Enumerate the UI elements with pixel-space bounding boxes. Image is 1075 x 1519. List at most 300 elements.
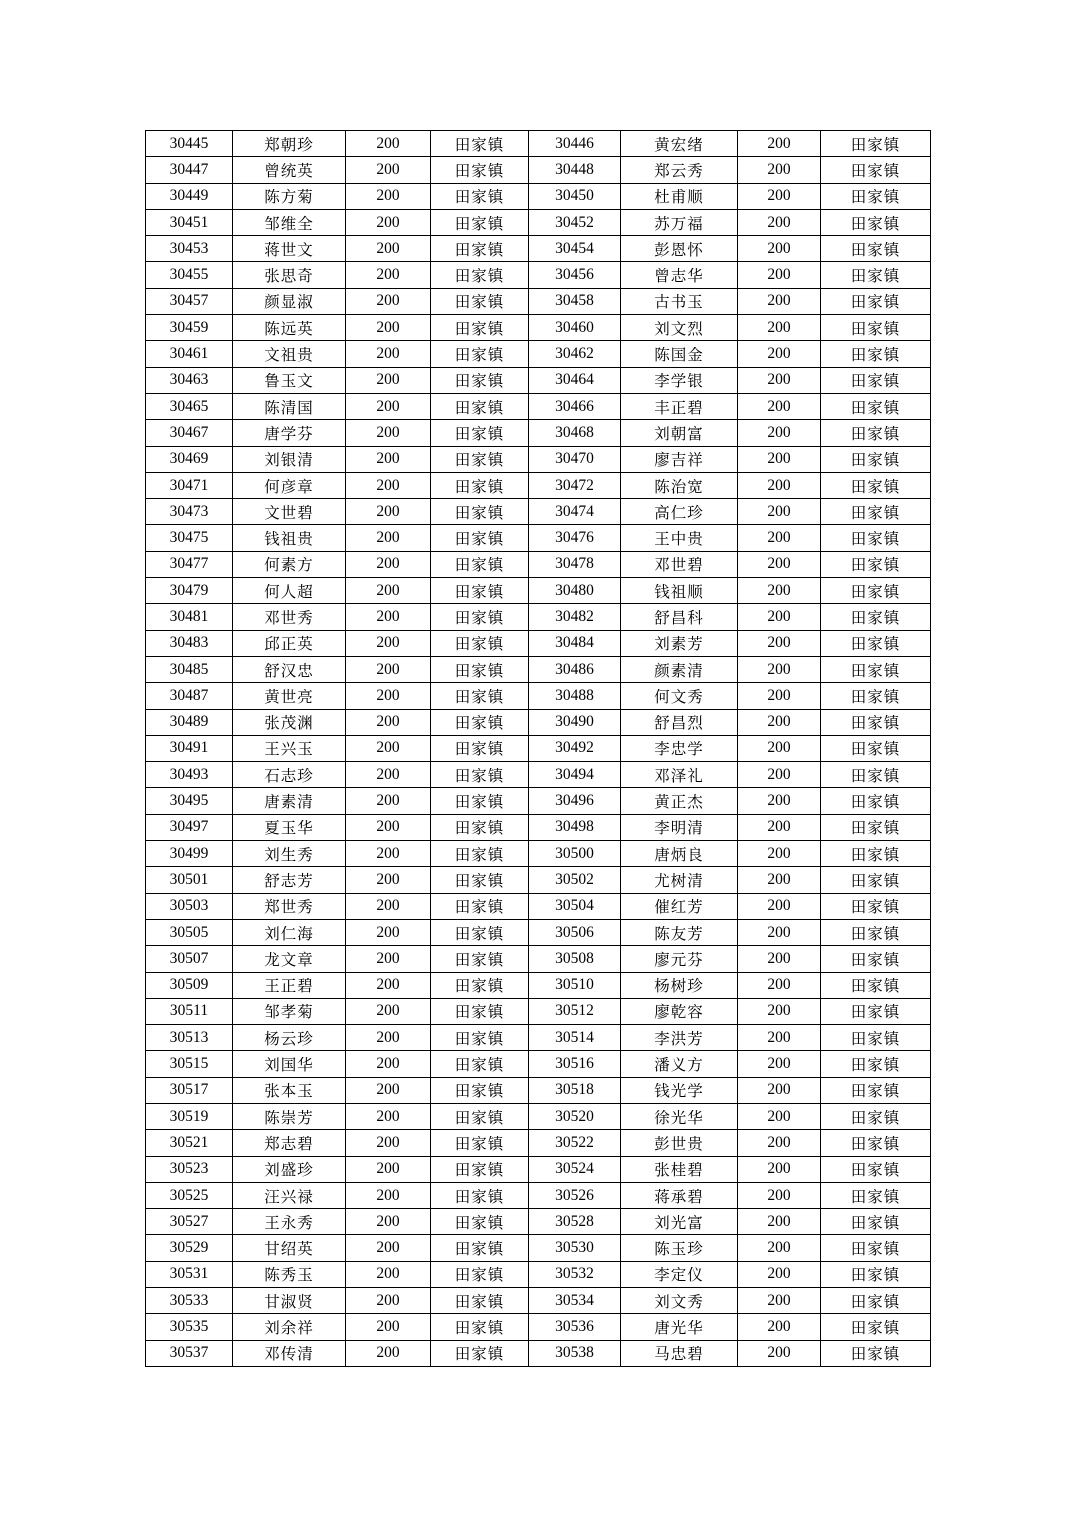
town-cell: 田家镇 — [431, 1261, 529, 1287]
table-row — [146, 315, 931, 341]
name-cell: 黄宏绪 — [621, 131, 738, 157]
id-cell: 30483 — [146, 630, 233, 656]
town-cell: 田家镇 — [431, 367, 529, 393]
amount-cell: 200 — [738, 893, 821, 919]
town-cell: 田家镇 — [821, 288, 931, 314]
town-cell: 田家镇 — [821, 1209, 931, 1235]
name-cell: 唐光华 — [621, 1314, 738, 1340]
amount-cell: 200 — [346, 446, 431, 472]
town-cell: 田家镇 — [821, 893, 931, 919]
id-cell: 30475 — [146, 525, 233, 551]
id-cell: 30503 — [146, 893, 233, 919]
town-cell: 田家镇 — [821, 709, 931, 735]
id-cell: 30530 — [529, 1235, 621, 1261]
name-cell: 王永秀 — [233, 1209, 346, 1235]
town-cell: 田家镇 — [821, 1235, 931, 1261]
name-cell: 龙文章 — [233, 946, 346, 972]
id-cell: 30514 — [529, 1025, 621, 1051]
town-cell: 田家镇 — [431, 209, 529, 235]
id-cell: 30513 — [146, 1025, 233, 1051]
amount-cell: 200 — [738, 367, 821, 393]
table-row — [146, 262, 931, 288]
amount-cell: 200 — [346, 578, 431, 604]
town-cell: 田家镇 — [821, 919, 931, 945]
table-row — [146, 472, 931, 498]
amount-cell: 200 — [738, 209, 821, 235]
name-cell: 邓世碧 — [621, 551, 738, 577]
amount-cell: 200 — [346, 525, 431, 551]
town-cell: 田家镇 — [821, 946, 931, 972]
town-cell: 田家镇 — [431, 288, 529, 314]
town-cell: 田家镇 — [431, 788, 529, 814]
name-cell: 廖吉祥 — [621, 446, 738, 472]
town-cell: 田家镇 — [431, 1235, 529, 1261]
name-cell: 刘文秀 — [621, 1288, 738, 1314]
table-row — [146, 683, 931, 709]
name-cell: 陈方菊 — [233, 183, 346, 209]
id-cell: 30462 — [529, 341, 621, 367]
town-cell: 田家镇 — [431, 1077, 529, 1103]
id-cell: 30447 — [146, 157, 233, 183]
amount-cell: 200 — [346, 841, 431, 867]
id-cell: 30453 — [146, 236, 233, 262]
town-cell: 田家镇 — [821, 1077, 931, 1103]
name-cell: 舒昌科 — [621, 604, 738, 630]
amount-cell: 200 — [346, 1103, 431, 1129]
amount-cell: 200 — [346, 341, 431, 367]
town-cell: 田家镇 — [821, 1103, 931, 1129]
town-cell: 田家镇 — [821, 1261, 931, 1287]
roster-table-body — [146, 131, 931, 1367]
amount-cell: 200 — [346, 1288, 431, 1314]
id-cell: 30516 — [529, 1051, 621, 1077]
id-cell: 30472 — [529, 472, 621, 498]
amount-cell: 200 — [738, 762, 821, 788]
id-cell: 30458 — [529, 288, 621, 314]
town-cell: 田家镇 — [431, 735, 529, 761]
name-cell: 陈远英 — [233, 315, 346, 341]
name-cell: 李明清 — [621, 814, 738, 840]
name-cell: 蒋承碧 — [621, 1182, 738, 1208]
name-cell: 陈国金 — [621, 341, 738, 367]
id-cell: 30494 — [529, 762, 621, 788]
id-cell: 30480 — [529, 578, 621, 604]
name-cell: 李洪芳 — [621, 1025, 738, 1051]
amount-cell: 200 — [346, 709, 431, 735]
amount-cell: 200 — [738, 1340, 821, 1366]
town-cell: 田家镇 — [821, 367, 931, 393]
table-row — [146, 1051, 931, 1077]
town-cell: 田家镇 — [821, 472, 931, 498]
town-cell: 田家镇 — [431, 1103, 529, 1129]
id-cell: 30522 — [529, 1130, 621, 1156]
town-cell: 田家镇 — [431, 131, 529, 157]
amount-cell: 200 — [346, 367, 431, 393]
amount-cell: 200 — [346, 262, 431, 288]
table-row — [146, 656, 931, 682]
amount-cell: 200 — [738, 946, 821, 972]
town-cell: 田家镇 — [821, 131, 931, 157]
name-cell: 刘朝富 — [621, 420, 738, 446]
id-cell: 30507 — [146, 946, 233, 972]
id-cell: 30517 — [146, 1077, 233, 1103]
id-cell: 30525 — [146, 1182, 233, 1208]
id-cell: 30464 — [529, 367, 621, 393]
id-cell: 30463 — [146, 367, 233, 393]
amount-cell: 200 — [346, 1130, 431, 1156]
amount-cell: 200 — [346, 1182, 431, 1208]
table-row — [146, 393, 931, 419]
name-cell: 苏万福 — [621, 209, 738, 235]
name-cell: 郑朝珍 — [233, 131, 346, 157]
id-cell: 30456 — [529, 262, 621, 288]
name-cell: 唐炳良 — [621, 841, 738, 867]
town-cell: 田家镇 — [821, 209, 931, 235]
roster-table — [145, 130, 931, 1367]
id-cell: 30489 — [146, 709, 233, 735]
name-cell: 郑云秀 — [621, 157, 738, 183]
amount-cell: 200 — [738, 972, 821, 998]
amount-cell: 200 — [738, 683, 821, 709]
table-row — [146, 1209, 931, 1235]
id-cell: 30449 — [146, 183, 233, 209]
amount-cell: 200 — [346, 1340, 431, 1366]
town-cell: 田家镇 — [821, 446, 931, 472]
id-cell: 30454 — [529, 236, 621, 262]
id-cell: 30455 — [146, 262, 233, 288]
amount-cell: 200 — [346, 1156, 431, 1182]
table-row — [146, 1314, 931, 1340]
town-cell: 田家镇 — [821, 236, 931, 262]
name-cell: 舒志芳 — [233, 867, 346, 893]
town-cell: 田家镇 — [431, 919, 529, 945]
town-cell: 田家镇 — [821, 788, 931, 814]
town-cell: 田家镇 — [431, 472, 529, 498]
amount-cell: 200 — [346, 998, 431, 1024]
amount-cell: 200 — [738, 709, 821, 735]
id-cell: 30521 — [146, 1130, 233, 1156]
amount-cell: 200 — [346, 288, 431, 314]
table-row — [146, 1340, 931, 1366]
amount-cell: 200 — [738, 998, 821, 1024]
amount-cell: 200 — [738, 604, 821, 630]
amount-cell: 200 — [346, 893, 431, 919]
name-cell: 舒汉忠 — [233, 656, 346, 682]
id-cell: 30509 — [146, 972, 233, 998]
name-cell: 刘光富 — [621, 1209, 738, 1235]
name-cell: 陈治宽 — [621, 472, 738, 498]
id-cell: 30538 — [529, 1340, 621, 1366]
id-cell: 30487 — [146, 683, 233, 709]
amount-cell: 200 — [738, 472, 821, 498]
id-cell: 30457 — [146, 288, 233, 314]
town-cell: 田家镇 — [431, 551, 529, 577]
town-cell: 田家镇 — [431, 578, 529, 604]
amount-cell: 200 — [738, 551, 821, 577]
table-row — [146, 367, 931, 393]
amount-cell: 200 — [346, 735, 431, 761]
amount-cell: 200 — [346, 1235, 431, 1261]
amount-cell: 200 — [346, 867, 431, 893]
table-row — [146, 1235, 931, 1261]
name-cell: 刘素芳 — [621, 630, 738, 656]
id-cell: 30468 — [529, 420, 621, 446]
name-cell: 郑世秀 — [233, 893, 346, 919]
town-cell: 田家镇 — [821, 814, 931, 840]
name-cell: 刘生秀 — [233, 841, 346, 867]
name-cell: 邓泽礼 — [621, 762, 738, 788]
amount-cell: 200 — [738, 1209, 821, 1235]
name-cell: 刘文烈 — [621, 315, 738, 341]
amount-cell: 200 — [738, 315, 821, 341]
name-cell: 王中贵 — [621, 525, 738, 551]
town-cell: 田家镇 — [821, 1314, 931, 1340]
id-cell: 30500 — [529, 841, 621, 867]
amount-cell: 200 — [346, 420, 431, 446]
id-cell: 30498 — [529, 814, 621, 840]
town-cell: 田家镇 — [431, 1340, 529, 1366]
id-cell: 30461 — [146, 341, 233, 367]
name-cell: 潘义方 — [621, 1051, 738, 1077]
amount-cell: 200 — [738, 1025, 821, 1051]
id-cell: 30499 — [146, 841, 233, 867]
name-cell: 唐学芬 — [233, 420, 346, 446]
name-cell: 曾志华 — [621, 262, 738, 288]
town-cell: 田家镇 — [821, 1156, 931, 1182]
amount-cell: 200 — [346, 814, 431, 840]
id-cell: 30485 — [146, 656, 233, 682]
name-cell: 郑志碧 — [233, 1130, 346, 1156]
name-cell: 邹孝菊 — [233, 998, 346, 1024]
town-cell: 田家镇 — [431, 972, 529, 998]
amount-cell: 200 — [346, 1261, 431, 1287]
amount-cell: 200 — [346, 499, 431, 525]
amount-cell: 200 — [346, 1314, 431, 1340]
name-cell: 丰正碧 — [621, 393, 738, 419]
name-cell: 高仁珍 — [621, 499, 738, 525]
amount-cell: 200 — [738, 814, 821, 840]
id-cell: 30465 — [146, 393, 233, 419]
name-cell: 李定仪 — [621, 1261, 738, 1287]
name-cell: 唐素清 — [233, 788, 346, 814]
name-cell: 张桂碧 — [621, 1156, 738, 1182]
town-cell: 田家镇 — [431, 893, 529, 919]
amount-cell: 200 — [738, 131, 821, 157]
amount-cell: 200 — [738, 1103, 821, 1129]
name-cell: 彭世贵 — [621, 1130, 738, 1156]
town-cell: 田家镇 — [431, 262, 529, 288]
id-cell: 30536 — [529, 1314, 621, 1340]
town-cell: 田家镇 — [821, 762, 931, 788]
id-cell: 30446 — [529, 131, 621, 157]
id-cell: 30528 — [529, 1209, 621, 1235]
amount-cell: 200 — [738, 1051, 821, 1077]
name-cell: 颜素清 — [621, 656, 738, 682]
id-cell: 30466 — [529, 393, 621, 419]
id-cell: 30531 — [146, 1261, 233, 1287]
name-cell: 曾统英 — [233, 157, 346, 183]
table-row — [146, 893, 931, 919]
town-cell: 田家镇 — [821, 551, 931, 577]
amount-cell: 200 — [346, 551, 431, 577]
table-row — [146, 209, 931, 235]
name-cell: 张思奇 — [233, 262, 346, 288]
amount-cell: 200 — [346, 656, 431, 682]
town-cell: 田家镇 — [821, 578, 931, 604]
amount-cell: 200 — [738, 919, 821, 945]
amount-cell: 200 — [346, 1209, 431, 1235]
amount-cell: 200 — [738, 578, 821, 604]
id-cell: 30532 — [529, 1261, 621, 1287]
amount-cell: 200 — [346, 1077, 431, 1103]
amount-cell: 200 — [738, 288, 821, 314]
town-cell: 田家镇 — [431, 683, 529, 709]
town-cell: 田家镇 — [431, 446, 529, 472]
town-cell: 田家镇 — [431, 998, 529, 1024]
amount-cell: 200 — [738, 1235, 821, 1261]
table-row — [146, 946, 931, 972]
name-cell: 尤树清 — [621, 867, 738, 893]
name-cell: 杨云珍 — [233, 1025, 346, 1051]
name-cell: 陈崇芳 — [233, 1103, 346, 1129]
amount-cell: 200 — [346, 209, 431, 235]
name-cell: 钱祖顺 — [621, 578, 738, 604]
table-row — [146, 1182, 931, 1208]
amount-cell: 200 — [738, 236, 821, 262]
town-cell: 田家镇 — [821, 499, 931, 525]
name-cell: 陈清国 — [233, 393, 346, 419]
name-cell: 刘仁海 — [233, 919, 346, 945]
id-cell: 30515 — [146, 1051, 233, 1077]
amount-cell: 200 — [346, 183, 431, 209]
name-cell: 邹维全 — [233, 209, 346, 235]
town-cell: 田家镇 — [821, 393, 931, 419]
table-row — [146, 972, 931, 998]
amount-cell: 200 — [738, 867, 821, 893]
id-cell: 30524 — [529, 1156, 621, 1182]
town-cell: 田家镇 — [431, 236, 529, 262]
town-cell: 田家镇 — [431, 499, 529, 525]
id-cell: 30510 — [529, 972, 621, 998]
id-cell: 30470 — [529, 446, 621, 472]
name-cell: 马忠碧 — [621, 1340, 738, 1366]
name-cell: 何文秀 — [621, 683, 738, 709]
id-cell: 30506 — [529, 919, 621, 945]
table-row — [146, 604, 931, 630]
name-cell: 催红芳 — [621, 893, 738, 919]
name-cell: 文祖贵 — [233, 341, 346, 367]
table-row — [146, 420, 931, 446]
id-cell: 30512 — [529, 998, 621, 1024]
amount-cell: 200 — [346, 472, 431, 498]
amount-cell: 200 — [738, 1261, 821, 1287]
town-cell: 田家镇 — [431, 420, 529, 446]
town-cell: 田家镇 — [821, 525, 931, 551]
town-cell: 田家镇 — [821, 867, 931, 893]
table-row — [146, 157, 931, 183]
amount-cell: 200 — [738, 341, 821, 367]
amount-cell: 200 — [738, 446, 821, 472]
id-cell: 30526 — [529, 1182, 621, 1208]
table-row — [146, 1025, 931, 1051]
name-cell: 夏玉华 — [233, 814, 346, 840]
table-row — [146, 1156, 931, 1182]
amount-cell: 200 — [738, 1288, 821, 1314]
id-cell: 30459 — [146, 315, 233, 341]
amount-cell: 200 — [346, 972, 431, 998]
amount-cell: 200 — [738, 262, 821, 288]
amount-cell: 200 — [738, 499, 821, 525]
name-cell: 廖乾容 — [621, 998, 738, 1024]
amount-cell: 200 — [346, 762, 431, 788]
name-cell: 舒昌烈 — [621, 709, 738, 735]
name-cell: 甘淑贤 — [233, 1288, 346, 1314]
id-cell: 30511 — [146, 998, 233, 1024]
name-cell: 彭恩怀 — [621, 236, 738, 262]
table-row — [146, 499, 931, 525]
table-row — [146, 551, 931, 577]
id-cell: 30520 — [529, 1103, 621, 1129]
id-cell: 30495 — [146, 788, 233, 814]
amount-cell: 200 — [346, 1051, 431, 1077]
town-cell: 田家镇 — [431, 393, 529, 419]
id-cell: 30508 — [529, 946, 621, 972]
id-cell: 30527 — [146, 1209, 233, 1235]
town-cell: 田家镇 — [431, 1051, 529, 1077]
amount-cell: 200 — [346, 236, 431, 262]
id-cell: 30469 — [146, 446, 233, 472]
town-cell: 田家镇 — [431, 867, 529, 893]
name-cell: 杨树珍 — [621, 972, 738, 998]
town-cell: 田家镇 — [431, 946, 529, 972]
table-row — [146, 919, 931, 945]
amount-cell: 200 — [346, 157, 431, 183]
town-cell: 田家镇 — [821, 1288, 931, 1314]
table-row — [146, 630, 931, 656]
town-cell: 田家镇 — [431, 709, 529, 735]
id-cell: 30445 — [146, 131, 233, 157]
id-cell: 30478 — [529, 551, 621, 577]
id-cell: 30493 — [146, 762, 233, 788]
name-cell: 陈友芳 — [621, 919, 738, 945]
id-cell: 30504 — [529, 893, 621, 919]
town-cell: 田家镇 — [821, 1130, 931, 1156]
name-cell: 何人超 — [233, 578, 346, 604]
table-row — [146, 288, 931, 314]
id-cell: 30518 — [529, 1077, 621, 1103]
name-cell: 王兴玉 — [233, 735, 346, 761]
table-row — [146, 709, 931, 735]
name-cell: 刘银清 — [233, 446, 346, 472]
table-row — [146, 1103, 931, 1129]
town-cell: 田家镇 — [821, 1051, 931, 1077]
id-cell: 30501 — [146, 867, 233, 893]
amount-cell: 200 — [346, 788, 431, 814]
table-row — [146, 131, 931, 157]
amount-cell: 200 — [346, 315, 431, 341]
id-cell: 30519 — [146, 1103, 233, 1129]
town-cell: 田家镇 — [821, 157, 931, 183]
town-cell: 田家镇 — [821, 183, 931, 209]
amount-cell: 200 — [738, 157, 821, 183]
amount-cell: 200 — [346, 683, 431, 709]
name-cell: 黄世亮 — [233, 683, 346, 709]
table-row — [146, 788, 931, 814]
town-cell: 田家镇 — [431, 630, 529, 656]
town-cell: 田家镇 — [431, 1130, 529, 1156]
table-row — [146, 841, 931, 867]
town-cell: 田家镇 — [821, 420, 931, 446]
